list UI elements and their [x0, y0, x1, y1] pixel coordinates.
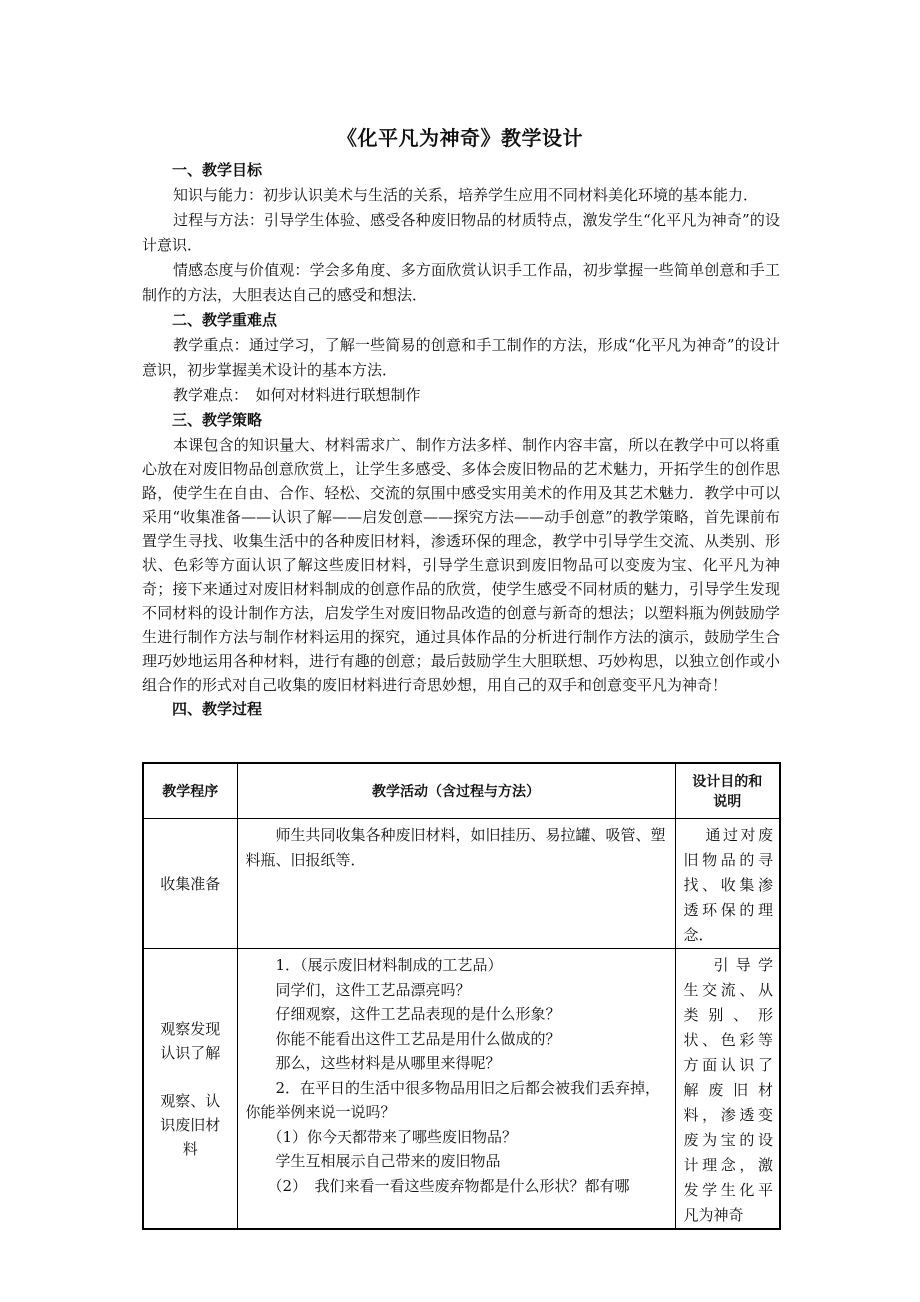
section-heading-key-points: 二、教学重难点 [172, 311, 278, 329]
table-row [143, 949, 780, 1230]
key-focus: 教学重点：通过学习，了解一些简易的创意和手工制作的方法，形成“化平凡为神奇”的设计意识，初步掌握美术设计的基本方法． [142, 336, 780, 379]
goal-knowledge: 知识与能力：初步认识美术与生活的关系，培养学生应用不同材料美化环境的基本能力． [173, 186, 759, 204]
stage-cell [143, 819, 237, 949]
activity-line: 1．（展示废旧材料制成的工艺品） [275, 956, 503, 974]
goal-process: 过程与方法：引导学生体验、感受各种废旧物品的材质特点，激发学生“化平凡为神奇”的设计意识． [142, 211, 780, 254]
activity-line: 那么，这些材料是从哪里来得呢？ [275, 1054, 501, 1072]
stage-label: 收集准备 [160, 874, 221, 893]
activity-line: 学生互相展示自己带来的废旧物品 [275, 1152, 501, 1170]
activity-line: 2．在平日的生活中很多物品用旧之后都会被我们丢弃掉，你能举例来说一说吗？ [245, 1078, 661, 1121]
purpose-text: 引导学生交流、从类别、形状、色彩等方面认识了解废旧材料，渗透变废为宝的设计理念，激发学生化平凡为神奇 [683, 956, 773, 1224]
activity-line: （2） 我们来看一看这些废弃物都是什么形状？都有哪 [267, 1176, 630, 1195]
activity-line: （1）你今天都带来了哪些废旧物品？ [267, 1127, 518, 1146]
header-stage: 教学程序 [143, 763, 237, 819]
activity-text: 师生共同收集各种废旧材料，如旧挂历、易拉罐、吸管、塑料瓶、旧报纸等． [245, 826, 666, 869]
section-heading-goals: 一、教学目标 [172, 161, 263, 179]
goal-emotion: 情感态度与价值观：学会多角度、多方面欣赏认识手工作品，初步掌握一些简单创意和手工制作的方法，大胆表达自己的感受和想法． [142, 261, 780, 304]
activity-line: 仔细观察，这件工艺品表现的是什么形象？ [275, 1005, 561, 1023]
header-purpose: 设计目的和说明 [675, 763, 780, 819]
purpose-cell [675, 819, 780, 949]
header-activity: 教学活动（含过程与方法） [237, 763, 675, 819]
teaching-process-table [142, 762, 781, 1230]
table-header-row [143, 763, 780, 819]
stage-label-recognize: 观察、认识废旧材料 [160, 1091, 221, 1158]
activity-cell [237, 819, 675, 949]
purpose-text: 通过对废旧物品的寻找、收集渗透环保的理念． [683, 826, 773, 944]
stage-label-observe: 观察发现认识了解 [160, 1019, 221, 1062]
document-body [142, 158, 780, 722]
table-row [143, 819, 780, 949]
document-title: 《化平凡为神奇》教学设计 [337, 126, 583, 150]
stage-cell [143, 949, 237, 1230]
activity-cell [237, 949, 675, 1230]
key-difficulty: 教学难点： 如何对材料进行联想制作 [173, 386, 421, 404]
purpose-cell [675, 949, 780, 1230]
strategy-text: 本课包含的知识量大、材料需求广、制作方法多样、制作内容丰富，所以在教学中可以将重心放在对废旧物品创意欣赏上，让学生多感受、多体会废旧物品的艺术魅力，开拓学生的创作思路，使学生在自由、合作、轻松、交流的氛围中感受实用美术的作用及其艺术魅力．教学中可以采用“收集准备——认识了解——启发创意——探究方法——动手创意”的教学策略，首先课前布置学生寻找、收集生活中的各种废旧材料，渗透环保的理念，教学中引导学生交流、从类别、形状、色彩等方面认识了解这些废旧材料，引导学生意识到废旧物品可以变废为宝、化平凡为神奇；接下来通过对废旧材料制成的创意作品的欣赏，使学生感受不同材质的魅力，引导学生发现不同材料的设计制作方法，启发学生对废旧物品改造的创意与新奇的想法；以塑料瓶为例鼓励学生进行制作方法与制作材料运用的探究，通过具体作品的分析进行制作方法的演示，鼓励学生合理巧妙地运用各种材料，进行有趣的创意；最后鼓励学生大胆联想、巧妙构思，以独立创作或小组合作的形式对自己收集的废旧材料进行奇思妙想，用自己的双手和创意变平凡为神奇！ [142, 436, 780, 694]
activity-line: 你能不能看出这件工艺品是用什么做成的？ [275, 1029, 561, 1048]
section-heading-process: 四、教学过程 [172, 700, 263, 718]
section-heading-strategy: 三、教学策略 [172, 411, 263, 429]
activity-line: 同学们，这件工艺品漂亮吗？ [275, 980, 471, 999]
